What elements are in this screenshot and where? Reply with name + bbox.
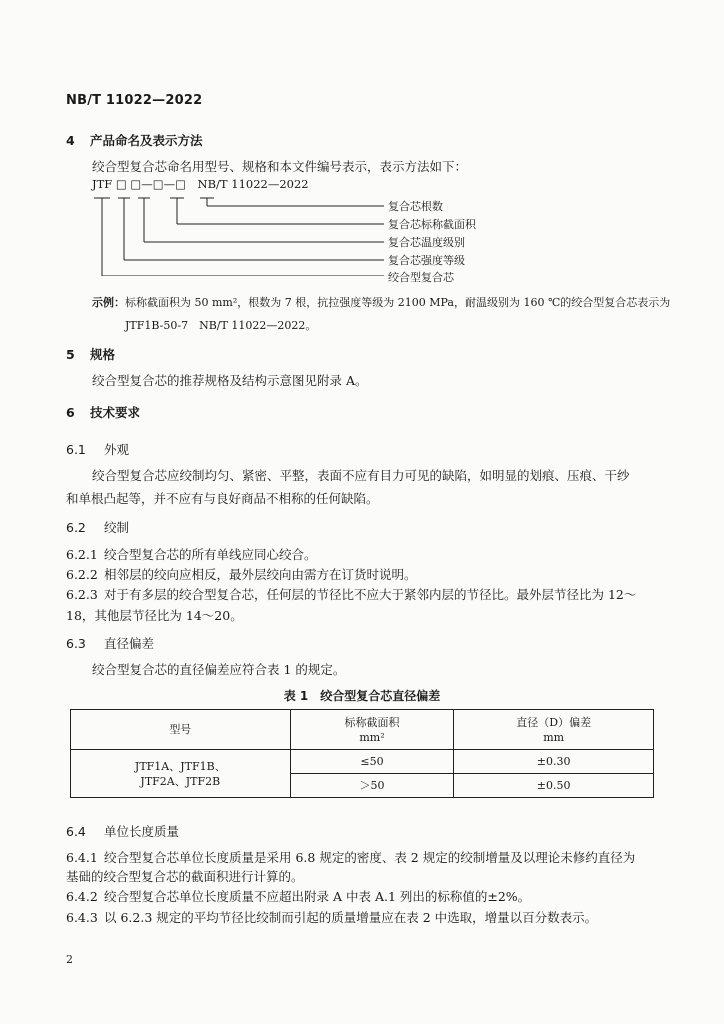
clause-text: 绞合型复合芯单位长度质量不应超出附录 A 中表 A.1 列出的标称值的±2%。 xyxy=(104,889,531,904)
section-5-heading xyxy=(66,345,115,363)
section-title: 绞制 xyxy=(104,520,130,535)
deviation-cell: ±0.30 xyxy=(454,750,654,774)
naming-label: 复合芯温度级别 xyxy=(388,236,465,249)
naming-pattern: JTF □ □—□—□ NB/T 11022—2022 xyxy=(92,177,309,191)
clause-text: 以 6.2.3 规定的平均节径比绞制而引起的质量增量应在表 2 中选取，增量以百分数表示。 xyxy=(104,910,598,925)
deviation-cell: ±0.50 xyxy=(454,774,654,798)
clause-text: 对于有多层的绞合型复合芯，任何层的节径比不应大于紧邻内层的节径比。最外层节径比为 12～ xyxy=(104,587,637,602)
naming-label: 复合芯根数 xyxy=(388,200,443,213)
example-text xyxy=(92,294,670,310)
section-title: 直径偏差 xyxy=(104,636,155,651)
section-5-text: 绞合型复合芯的推荐规格及结构示意图见附录 A。 xyxy=(92,373,368,388)
table-1 xyxy=(70,709,654,798)
section-number: 4 xyxy=(66,133,75,148)
section-6-1-line-1: 绞合型复合芯应绞制均匀、紧密、平整，表面不应有目力可见的缺陷，如明显的划痕、压痕、干纱 xyxy=(92,468,630,483)
clause-6-2-2 xyxy=(66,565,417,583)
section-title: 外观 xyxy=(104,442,130,457)
section-title: 规格 xyxy=(90,347,116,362)
clause-number: 6.4.3 xyxy=(66,910,98,925)
table-1-caption: 表 1 绞合型复合芯直径偏差 xyxy=(283,689,441,703)
clause-6-2-3-continued: 18，其他层节径比为 14～20。 xyxy=(66,608,243,623)
section-number: 6.2 xyxy=(66,520,86,535)
table-header-row xyxy=(71,710,654,750)
clause-6-4-2 xyxy=(66,887,530,905)
section-title: 技术要求 xyxy=(90,405,141,420)
section-6-2-heading xyxy=(66,518,129,536)
naming-label: 复合芯标称截面积 xyxy=(388,218,476,231)
section-4-intro: 绞合型复合芯命名用型号、规格和本文件编号表示，表示方法如下： xyxy=(92,159,468,174)
naming-label: 复合芯强度等级 xyxy=(388,254,465,267)
clause-text: 绞合型复合芯单位长度质量是采用 6.8 规定的密度、表 2 规定的绞制增量及以理论未修约直径为 xyxy=(104,850,636,865)
naming-label: 绞合型复合芯 xyxy=(388,271,454,284)
table-row xyxy=(71,750,654,774)
header-deviation xyxy=(454,710,654,750)
section-4-heading xyxy=(66,131,203,149)
section-title: 产品命名及表示方法 xyxy=(90,133,203,148)
area-cell: ＞50 xyxy=(290,774,454,798)
section-6-1-line-2: 和单根凸起等，并不应有与良好商品不相称的任何缺陷。 xyxy=(66,491,379,506)
header-area-unit: mm² xyxy=(359,730,385,744)
section-number: 6.4 xyxy=(66,824,86,839)
model-line-1: JTF1A、JTF1B、 xyxy=(134,759,226,773)
clause-text: 绞合型复合芯的所有单线应同心绞合。 xyxy=(104,547,317,562)
naming-leader-lines xyxy=(92,180,392,276)
clause-text: 相邻层的绞向应相反，最外层绞向由需方在订货时说明。 xyxy=(104,567,417,582)
section-number: 5 xyxy=(66,347,75,362)
section-number: 6.1 xyxy=(66,442,86,457)
section-6-heading xyxy=(66,403,140,421)
area-cell: ≤50 xyxy=(290,750,454,774)
clause-number: 6.4.1 xyxy=(66,850,98,865)
example-line-1: 标称截面积为 50 mm²，根数为 7 根，抗拉强度等级为 2100 MPa，耐温级别为 160 ℃的绞合型复合芯表示为 xyxy=(125,296,671,309)
clause-number: 6.2.3 xyxy=(66,587,98,602)
clause-number: 6.2.1 xyxy=(66,547,98,562)
clause-6-4-3 xyxy=(66,908,597,926)
naming-diagram xyxy=(92,177,392,276)
clause-number: 6.4.2 xyxy=(66,889,98,904)
example-label: 示例： xyxy=(92,296,125,309)
section-number: 6.3 xyxy=(66,636,86,651)
clause-6-2-3 xyxy=(66,585,636,603)
example-line-2: JTF1B-50-7 NB/T 11022—2022。 xyxy=(125,319,317,332)
model-line-2: JTF2A、JTF2B xyxy=(140,774,221,788)
document-header: NB/T 11022—2022 xyxy=(66,93,203,108)
clause-6-2-1 xyxy=(66,545,317,563)
page-number: 2 xyxy=(66,953,73,966)
section-title: 单位长度质量 xyxy=(104,824,180,839)
model-cell xyxy=(71,750,291,798)
clause-6-4-1 xyxy=(66,848,635,866)
header-deviation-unit: mm xyxy=(543,730,565,744)
clause-number: 6.2.2 xyxy=(66,567,98,582)
section-6-1-heading xyxy=(66,440,129,458)
section-6-4-heading xyxy=(66,822,179,840)
header-deviation-label: 直径（D）偏差 xyxy=(516,715,592,729)
section-number: 6 xyxy=(66,405,75,420)
header-area xyxy=(290,710,454,750)
header-area-label: 标称截面积 xyxy=(344,715,400,729)
header-model: 型号 xyxy=(71,710,291,750)
section-6-3-heading xyxy=(66,634,154,652)
section-6-3-text: 绞合型复合芯的直径偏差应符合表 1 的规定。 xyxy=(92,662,346,677)
clause-6-4-1-continued: 基础的绞合型复合芯的截面积进行计算的。 xyxy=(66,869,304,884)
